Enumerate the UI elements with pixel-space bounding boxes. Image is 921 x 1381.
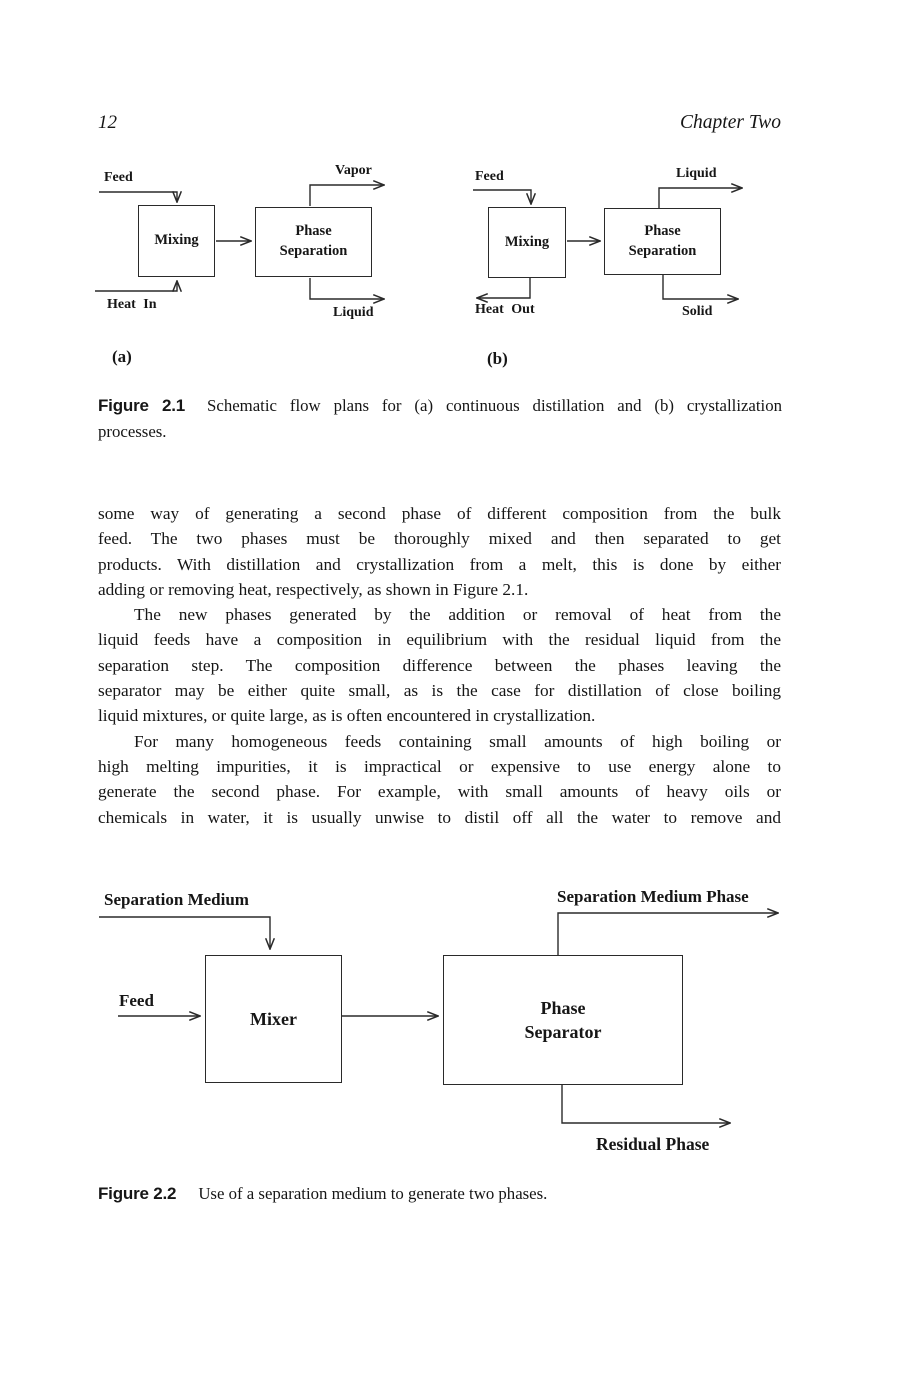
liquid-label-a: Liquid bbox=[333, 305, 374, 320]
body-line: high melting impurities, it is impractical or expensive to use energy alone to bbox=[98, 756, 781, 776]
feed-label-b: Feed bbox=[475, 169, 504, 184]
figure-2-2-caption-label: Figure 2.2 bbox=[98, 1184, 177, 1203]
separation-medium-arrow bbox=[99, 917, 270, 948]
vapor-label-a: Vapor bbox=[335, 163, 372, 178]
phase-separation-box-a-label: Phase Separation bbox=[279, 223, 348, 259]
feed-label-22: Feed bbox=[119, 991, 154, 1010]
mixer-box bbox=[205, 955, 342, 1083]
body-line: liquid mixtures, or quite large, as is often encountered in crystallization. bbox=[98, 706, 596, 726]
running-head: Chapter Two bbox=[680, 112, 781, 133]
phase-separation-box-b bbox=[604, 208, 721, 275]
figure-2-1-caption bbox=[98, 393, 782, 445]
mixing-box-a-label: Mixing bbox=[154, 232, 199, 249]
body-text bbox=[98, 501, 781, 830]
mixer-box-label: Mixer bbox=[250, 1008, 297, 1029]
phase-separation-box-b-label: Phase Separation bbox=[628, 222, 697, 259]
phase-separator-box bbox=[443, 955, 683, 1085]
body-line: For many homogeneous feeds containing small amounts of high boiling or bbox=[134, 731, 781, 751]
body-line: adding or removing heat, respectively, as shown in Figure 2.1. bbox=[98, 579, 529, 599]
separation-medium-phase-label: Separation Medium Phase bbox=[557, 887, 749, 906]
solid-arrow-b bbox=[663, 275, 737, 299]
body-line: separator may be either quite small, as is the case for distillation of close boiling bbox=[98, 681, 781, 701]
body-line: products. With distillation and crystallization from a melt, this is done by either bbox=[98, 554, 781, 574]
body-line: generate the second phase. For example, with small amounts of heavy oils or bbox=[98, 782, 781, 802]
body-line: some way of generating a second phase of different composition from the bulk bbox=[98, 504, 781, 523]
body-line: separation step. The composition difference between the phases leaving the bbox=[98, 655, 781, 675]
figure-2-1-caption-line1 bbox=[98, 393, 782, 419]
liquid-arrow-b bbox=[659, 188, 741, 208]
mixing-box-a bbox=[138, 205, 215, 277]
figure-2-2-caption-line bbox=[98, 1181, 782, 1207]
figure-2-2-caption bbox=[98, 1181, 782, 1207]
body-line: chemicals in water, it is usually unwise to distil off all the water to remove and bbox=[98, 807, 781, 827]
residual-phase-label: Residual Phase bbox=[596, 1134, 710, 1154]
body-line: liquid feeds have a composition in equilibrium with the residual liquid from the bbox=[98, 630, 781, 650]
liquid-arrow-a bbox=[310, 278, 383, 299]
liquid-label-b: Liquid bbox=[676, 166, 717, 181]
body-line: feed. The two phases must be thoroughly mixed and then separated to get bbox=[98, 529, 781, 549]
body-line: The new phases generated by the addition or removal of heat from the bbox=[134, 605, 781, 625]
separation-medium-phase-arrow bbox=[558, 913, 777, 955]
figure-2-1-caption-label: Figure 2.1 bbox=[98, 396, 186, 415]
mixing-box-b-label: Mixing bbox=[504, 233, 550, 250]
figure-2-1-caption-line2: processes. bbox=[98, 422, 167, 441]
residual-phase-arrow bbox=[562, 1085, 729, 1123]
solid-label-b: Solid bbox=[682, 304, 713, 319]
page-header bbox=[98, 112, 781, 134]
figure-2-2-caption-text: Use of a separation medium to generate two phases. bbox=[198, 1184, 548, 1203]
page-number: 12 bbox=[98, 112, 117, 133]
diagram-b-tag: (b) bbox=[487, 349, 508, 368]
feed-arrow-b bbox=[473, 190, 531, 203]
phase-separator-box-label: Phase Separator bbox=[524, 997, 602, 1042]
figure-2-1-caption-text1: Schematic flow plans for (a) continuous distillation and (b) crystallization bbox=[207, 396, 782, 415]
phase-separation-box-a bbox=[255, 207, 372, 277]
heat-out-arrow-b bbox=[478, 278, 530, 298]
vapor-arrow-a bbox=[310, 185, 383, 206]
heat-out-label-b: Heat Out bbox=[475, 302, 535, 317]
heat-in-label-a: Heat In bbox=[107, 297, 157, 312]
mixing-box-b bbox=[488, 207, 566, 278]
feed-label-a: Feed bbox=[104, 170, 133, 185]
feed-arrow-a bbox=[99, 192, 177, 201]
diagram-a-tag: (a) bbox=[112, 347, 132, 366]
heat-in-arrow-a bbox=[95, 282, 177, 291]
separation-medium-label: Separation Medium bbox=[104, 890, 249, 909]
